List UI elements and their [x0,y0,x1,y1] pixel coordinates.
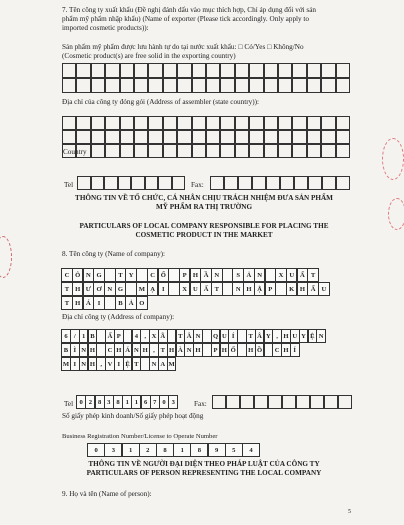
grid-cell[interactable] [91,78,105,93]
grid-cell[interactable] [91,144,105,158]
grid-cell[interactable] [278,63,292,78]
grid-cell[interactable] [307,63,321,78]
grid-cell[interactable] [292,63,306,78]
grid-cell[interactable] [278,78,292,93]
char-cell[interactable]: C [105,343,115,357]
char-cell[interactable]: V [105,357,115,371]
grid-cell[interactable] [118,176,132,190]
tel-boxes[interactable] [77,176,185,190]
char-cell[interactable]: Â [184,329,194,343]
char-cell[interactable]: T [61,296,73,310]
grid-cell[interactable] [192,116,206,130]
grid-cell[interactable] [292,130,306,144]
char-cell[interactable]: / [70,329,80,343]
char-cell[interactable]: Á [83,296,95,310]
char-cell[interactable]: T [246,329,256,343]
grid-cell[interactable] [163,130,177,144]
grid-cell[interactable] [292,144,306,158]
char-cell[interactable]: H [88,343,98,357]
grid-cell[interactable] [249,144,263,158]
grid-cell[interactable] [278,130,292,144]
grid-cell[interactable] [254,395,268,409]
grid-cell[interactable] [220,116,234,130]
char-cell[interactable]: 6 [141,395,151,409]
char-cell[interactable]: U [286,268,298,282]
char-cell[interactable]: Ả [243,268,255,282]
grid-cell[interactable] [266,176,280,190]
grid-cell[interactable] [105,78,119,93]
grid-cell[interactable] [148,78,162,93]
grid-cell[interactable] [264,63,278,78]
grid-cell[interactable] [158,176,172,190]
sec7-line1: 7. Tên công ty xuất khẩu (Đề nghị đánh dấu vào mục thích hợp, Chỉ áp dụng đối với sản [62,6,316,14]
company-address-label: Địa chỉ công ty (Address of company): [62,313,175,321]
grid-cell[interactable] [177,63,191,78]
grid-cell[interactable] [76,63,90,78]
grid-cell[interactable] [62,130,76,144]
grid-cell[interactable] [336,116,350,130]
char-cell[interactable]: I [93,296,105,310]
char-cell[interactable]: H [190,268,202,282]
char-cell[interactable]: 2 [139,443,157,457]
char-cell[interactable]: T [307,268,319,282]
grid-cell[interactable] [249,130,263,144]
char-cell[interactable]: H [220,343,230,357]
char-cell[interactable]: P [179,268,191,282]
grid-cell[interactable] [62,63,76,78]
char-cell[interactable]: T [211,282,223,296]
grid-cell[interactable] [307,130,321,144]
char-cell[interactable]: Y [264,329,274,343]
grid-cell[interactable] [91,116,105,130]
char-cell[interactable]: 1 [131,395,141,409]
char-cell[interactable]: 1 [122,395,132,409]
char-cell[interactable]: Í [228,329,238,343]
char-cell[interactable]: À [176,343,186,357]
char-cell[interactable]: , [140,329,150,343]
grid-cell[interactable] [206,78,220,93]
grid-cell[interactable] [91,176,105,190]
grid-cell[interactable] [235,116,249,130]
char-cell[interactable]: H [297,282,309,296]
grid-cell[interactable] [292,116,306,130]
grid-cell[interactable] [264,78,278,93]
grid-cell[interactable] [264,130,278,144]
char-cell[interactable]: N [104,282,116,296]
grid-cell[interactable] [336,130,350,144]
grid-cell[interactable] [321,78,335,93]
char-cell[interactable]: Ấ [297,268,309,282]
char-cell[interactable]: T [158,343,168,357]
char-cell[interactable]: T [61,282,73,296]
char-cell[interactable]: B [61,343,71,357]
char-cell[interactable]: N [232,282,244,296]
grid-cell[interactable] [105,116,119,130]
grid-cell[interactable] [264,116,278,130]
char-cell[interactable]: A [158,357,168,371]
grid-cell[interactable] [249,78,263,93]
grid-cell[interactable] [131,176,145,190]
char-cell[interactable]: N [316,329,326,343]
grid-cell[interactable] [76,78,90,93]
grid-cell[interactable] [105,144,119,158]
grid-cell[interactable] [278,116,292,130]
grid-cell[interactable] [336,176,350,190]
char-cell[interactable]: M [136,282,148,296]
grid-cell[interactable] [235,63,249,78]
char-cell[interactable]: 6 [61,329,71,343]
stamp-mark-right [388,198,404,230]
char-cell[interactable]: P [211,343,221,357]
char-cell[interactable]: Q [211,329,221,343]
grid-cell[interactable] [336,63,350,78]
free-sale-vi: Sản phẩm mỹ phẩm được lưu hành tự do tại nước xuất khẩu: □ Có/Yes □ Không/No [62,43,304,51]
char-cell[interactable]: N [79,357,89,371]
char-cell[interactable]: H [281,343,291,357]
stamp-mark-left [0,236,12,278]
grid-cell[interactable] [235,130,249,144]
char-cell[interactable]: Ấ [200,282,212,296]
grid-cell[interactable] [296,395,310,409]
char-cell[interactable]: H [72,296,84,310]
char-cell[interactable]: Ã [158,329,168,343]
char-cell[interactable]: X [179,282,191,296]
char-cell[interactable]: H [193,343,203,357]
company-fax-boxes[interactable] [212,395,352,409]
grid-cell[interactable] [104,176,118,190]
char-cell[interactable]: T [176,329,186,343]
grid-cell[interactable] [145,176,159,190]
char-cell[interactable]: C [61,268,73,282]
grid-cell[interactable] [324,395,338,409]
char-cell[interactable]: 3 [168,395,178,409]
char-cell[interactable]: Ệ [123,357,133,371]
stamp-mark-right-top [382,138,404,180]
assembler-label: Địa chỉ của công ty đóng gói (Address of assembler (state country)): [62,98,259,106]
sec7-line3: imported cosmetic products)): [62,24,149,32]
license-label-vi: Số giấy phép kinh doanh/Số giấy phép hoạt động [62,412,204,420]
grid-cell[interactable] [224,176,238,190]
sec7-line2: phẩm mỹ phẩm nhập khẩu) (Name of exporter (Please tick accordingly. Only apply to [62,15,310,23]
char-cell[interactable]: 2 [85,395,95,409]
char-cell[interactable]: Ổ [158,268,170,282]
grid-cell[interactable] [220,63,234,78]
char-cell[interactable]: O [136,296,148,310]
grid-cell[interactable] [91,130,105,144]
grid-cell[interactable] [163,78,177,93]
fax-label: Fax: [191,181,204,189]
char-cell[interactable]: Ả [125,296,137,310]
char-cell[interactable]: 1 [79,329,89,343]
grid-cell[interactable] [307,144,321,158]
grid-cell[interactable] [212,395,226,409]
grid-cell[interactable] [77,176,91,190]
char-cell[interactable]: N [193,329,203,343]
char-cell[interactable]: 8 [95,395,105,409]
license-number-boxes[interactable] [88,443,260,457]
grid-cell[interactable] [238,176,252,190]
grid-cell[interactable] [134,144,148,158]
grid-cell[interactable] [91,63,105,78]
grid-cell[interactable] [294,176,308,190]
char-cell[interactable]: 8 [156,443,174,457]
grid-cell[interactable] [338,395,352,409]
char-cell[interactable]: Í [290,343,300,357]
grid-cell[interactable] [206,63,220,78]
char-cell[interactable]: H [88,357,98,371]
char-cell[interactable]: I [70,357,80,371]
char-cell[interactable]: N [132,343,142,357]
grid-cell[interactable] [206,116,220,130]
char-cell[interactable]: 0 [87,443,105,457]
heading-vi-1: THÔNG TIN VỀ TỔ CHỨC, CÁ NHÂN CHỊU TRÁCH NHIỆM ĐƯA SẢN PHẨM [75,194,333,202]
char-cell[interactable]: 1 [122,443,140,457]
grid-cell[interactable] [321,116,335,130]
grid-cell[interactable] [264,144,278,158]
company-fax-label: Fax: [194,400,207,408]
grid-cell[interactable] [252,176,266,190]
grid-cell[interactable] [177,130,191,144]
grid-cell[interactable] [163,63,177,78]
page-number: 5 [348,509,351,515]
grid-cell[interactable] [220,130,234,144]
char-cell[interactable]: G [93,268,105,282]
grid-cell[interactable] [235,144,249,158]
assembler-grid[interactable] [62,116,350,158]
char-cell[interactable]: H [72,282,84,296]
company-name-row-2[interactable] [62,282,330,296]
char-cell[interactable]: 4 [132,329,142,343]
char-cell[interactable]: H [281,329,291,343]
grid-cell[interactable] [192,130,206,144]
char-cell[interactable]: T [115,268,127,282]
grid-cell[interactable] [177,78,191,93]
char-cell[interactable]: , [149,343,159,357]
grid-cell[interactable] [148,144,162,158]
grid-cell[interactable] [163,116,177,130]
grid-cell[interactable] [192,63,206,78]
char-cell[interactable]: N [254,268,266,282]
char-cell[interactable]: H [167,343,177,357]
grid-cell[interactable] [120,78,134,93]
grid-cell[interactable] [148,130,162,144]
grid-cell[interactable] [322,176,336,190]
exporter-grid[interactable] [62,63,350,93]
char-cell[interactable]: C [272,343,282,357]
char-cell[interactable]: 0 [76,395,86,409]
char-cell[interactable]: Y [299,329,309,343]
company-address-row-3[interactable] [62,357,176,371]
grid-cell[interactable] [177,144,191,158]
grid-cell[interactable] [134,63,148,78]
grid-cell[interactable] [76,130,90,144]
char-cell[interactable]: Ư [83,282,95,296]
char-cell[interactable]: 1 [173,443,191,457]
grid-cell[interactable] [134,116,148,130]
grid-cell[interactable] [282,395,296,409]
grid-cell[interactable] [177,116,191,130]
char-cell[interactable]: U [318,282,330,296]
company-tel-boxes[interactable] [77,395,178,409]
char-cell[interactable]: 0 [159,395,169,409]
grid-cell[interactable] [105,130,119,144]
char-cell[interactable]: 8 [113,395,123,409]
char-cell[interactable]: Ạ [147,282,159,296]
heading-en-2: COSMETIC PRODUCT IN THE MARKET [135,231,273,239]
char-cell[interactable]: U [290,329,300,343]
char-cell[interactable]: 4 [242,443,260,457]
char-cell[interactable]: N [184,343,194,357]
char-cell[interactable]: Ấ [105,329,115,343]
char-cell[interactable]: Ì [70,343,80,357]
grid-cell[interactable] [148,63,162,78]
char-cell[interactable]: Ậ [254,282,266,296]
char-cell[interactable]: T [132,357,142,371]
grid-cell[interactable] [120,144,134,158]
heading2-en: PARTICULARS OF PERSON REPRESENTING THE LOCAL COMPANY [86,469,322,477]
char-cell[interactable]: Â [255,329,265,343]
char-cell[interactable]: N [149,357,159,371]
char-cell[interactable]: 5 [225,443,243,457]
char-cell[interactable]: B [115,296,127,310]
grid-cell[interactable] [220,78,234,93]
grid-cell[interactable] [336,78,350,93]
char-cell[interactable]: U [190,282,202,296]
license-label-en: Business Registration Number/License to Operate Number [62,433,218,440]
char-cell[interactable]: Á [123,343,133,357]
heading-vi-2: MỸ PHẨM RA THỊ TRƯỜNG [155,203,253,211]
char-cell[interactable]: U [220,329,230,343]
grid-cell[interactable] [220,144,234,158]
company-address-row-1[interactable] [62,329,326,343]
country-label: Country [63,148,87,156]
grid-cell[interactable] [321,130,335,144]
char-cell[interactable]: G [115,282,127,296]
grid-cell[interactable] [240,395,254,409]
fax-boxes[interactable] [210,176,350,190]
grid-cell[interactable] [307,116,321,130]
char-cell[interactable]: Ô [72,268,84,282]
char-cell[interactable]: Ố [228,343,238,357]
char-cell[interactable]: Ầ [200,268,212,282]
char-cell[interactable]: 8 [190,443,208,457]
char-cell[interactable]: 3 [104,395,114,409]
grid-cell[interactable] [120,130,134,144]
char-cell[interactable]: K [286,282,298,296]
grid-cell[interactable] [210,176,224,190]
grid-cell[interactable] [235,78,249,93]
char-cell[interactable]: P [265,282,277,296]
char-cell[interactable]: X [275,268,287,282]
char-cell[interactable]: B [88,329,98,343]
char-cell[interactable]: Ẩ [307,282,319,296]
char-cell[interactable]: N [83,268,95,282]
grid-cell[interactable] [310,395,324,409]
char-cell[interactable]: N [79,343,89,357]
char-cell[interactable]: I [114,357,124,371]
grid-cell[interactable] [172,176,186,190]
char-cell[interactable]: Y [125,268,137,282]
grid-cell[interactable] [120,116,134,130]
char-cell[interactable]: , [96,357,106,371]
company-name-row-1[interactable] [62,268,319,282]
char-cell[interactable]: S [232,268,244,282]
char-cell[interactable]: Ơ [93,282,105,296]
grid-cell[interactable] [226,395,240,409]
grid-cell[interactable] [148,116,162,130]
char-cell[interactable]: , [272,329,282,343]
heading2-vi: THÔNG TIN VỀ NGƯỜI ĐẠI DIỆN THEO PHÁP LUẬT CỦA CÔNG TY [88,460,320,468]
grid-cell[interactable] [321,144,335,158]
grid-cell[interactable] [62,116,76,130]
char-cell[interactable]: Ệ [308,329,318,343]
char-cell[interactable]: 7 [150,395,160,409]
person-name-label: 9. Họ và tên (Name of person): [62,490,152,498]
grid-cell[interactable] [206,144,220,158]
grid-cell[interactable] [307,78,321,93]
char-cell[interactable]: X [149,329,159,343]
grid-cell[interactable] [278,144,292,158]
char-cell[interactable]: N [211,268,223,282]
char-cell[interactable]: M [167,357,177,371]
char-cell[interactable]: H [140,343,150,357]
company-tel-label: Tel [64,400,74,408]
char-cell[interactable]: Ồ [255,343,265,357]
company-address-row-2[interactable] [62,343,300,357]
grid-cell[interactable] [105,63,119,78]
char-cell[interactable]: C [147,268,159,282]
company-name-row-3[interactable] [62,296,148,310]
tel-label: Tel [64,181,74,189]
grid-cell[interactable] [321,63,335,78]
grid-cell[interactable] [280,176,294,190]
char-cell[interactable]: H [114,343,124,357]
grid-cell[interactable] [336,144,350,158]
grid-cell[interactable] [76,116,90,130]
grid-cell[interactable] [292,78,306,93]
grid-cell[interactable] [120,63,134,78]
char-cell[interactable]: 3 [104,443,122,457]
char-cell[interactable]: P [114,329,124,343]
grid-cell[interactable] [249,116,263,130]
grid-cell[interactable] [308,176,322,190]
grid-cell[interactable] [249,63,263,78]
company-name-label: 8. Tên công ty (Name of company): [62,250,166,258]
char-cell[interactable]: H [243,282,255,296]
heading-en-1: PARTICULARS OF LOCAL COMPANY RESPONSIBLE FOR PLACING THE [79,222,329,230]
grid-cell[interactable] [163,144,177,158]
grid-cell[interactable] [268,395,282,409]
char-cell[interactable]: I [158,282,170,296]
char-cell[interactable]: 9 [208,443,226,457]
grid-cell[interactable] [62,78,76,93]
char-cell[interactable]: H [246,343,256,357]
grid-cell[interactable] [206,130,220,144]
char-cell[interactable]: M [61,357,71,371]
grid-cell[interactable] [134,78,148,93]
grid-cell[interactable] [192,78,206,93]
grid-cell[interactable] [134,130,148,144]
free-sale-en: (Cosmetic product(s) are free solid in the exporting country) [62,52,236,60]
grid-cell[interactable] [192,144,206,158]
